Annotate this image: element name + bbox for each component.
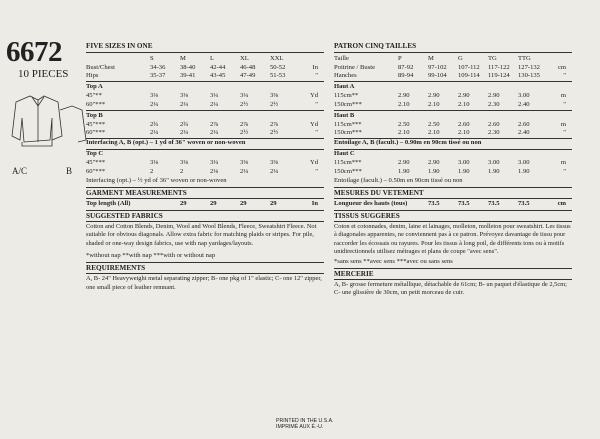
metrage-row: 115cm*** 2.50 2.50 2.60 2.60 2.60 m [334, 120, 566, 128]
yardage-row: 60"*** 2 2 2⅛ 2¼ 2¼ " [86, 168, 318, 176]
english-column [86, 42, 324, 292]
requirements-heading: REQUIREMENTS [86, 262, 324, 273]
size-label: L [210, 54, 215, 62]
yardage-row: 60"*** 2¼ 2¼ 2¼ 2½ 2½ " [86, 129, 318, 137]
measure-row: Bust/Chest 34-36 38-40 42-44 46-48 50-52 In [86, 63, 318, 71]
yardage-row: 60"*** 2¼ 2¼ 2¼ 2½ 2½ " [86, 100, 318, 108]
size-label: M [180, 54, 186, 62]
entoilage-ab: Entoilage A, B (facult.) – 0.90m en 90cm tissé ou non [334, 138, 572, 148]
measure-row: Taille P M G TG TTG [334, 54, 531, 62]
printed-in-text: PRINTED IN THE U.S.A. [276, 418, 334, 424]
metrage-row: 115cm** 2.90 2.90 2.90 2.90 3.00 m [334, 92, 566, 100]
imprime-text: IMPRIMÉ AUX É.-U. [276, 424, 324, 431]
measure-row: Hanches 89-94 99-104 109-114 119-124 130-135 " [334, 72, 566, 80]
nap-note-fr: *sans sens **avec sens ***avec ou sans sens [334, 257, 453, 265]
measure-row: Poitrine / Buste 87-92 97-102 107-112 117-122 127-132 cm [334, 63, 566, 71]
section-haut-a: Haut A [334, 81, 572, 91]
yardage-row: 45"** 3⅛ 3⅛ 3¼ 3¼ 3⅜ Yd [86, 92, 318, 100]
fabrics-text: Cotton and Cotton Blends, Denim, Wool and Wool Blends, Fleece, Sweatshirt Fleece. Not suitable for obvious diagonals. Allow extra fabric for matching plaids or stripes. For pile, shaded or one-way design fabrics, use with nap yardages/layouts. [86, 221, 324, 248]
size-label: XXL [270, 54, 284, 62]
mesures-heading: MESURES DU VETEMENT [334, 187, 572, 198]
french-column [334, 42, 572, 298]
tissus-text: Coton et cotonnades, denim, laine et lainages, molleton, molleton pour sweatshirt. Les tissus à diagonales apparentes, ne conviennent pas à ce patron. Prévoyez davantage de tissu pour raccorder les écossais ou rayures. Pour les tissus à long poil, de différents tons ou à motifs unidirectionnels utilisez métrages et plans de coupe "avec sens". [334, 222, 571, 256]
sizes-title: FIVE SIZES IN ONE [86, 42, 324, 53]
pattern-number: 6672 [6, 36, 62, 68]
entoilage-c: Entoilage (facult.) – 0.50m en 90cm tissé ou non [334, 176, 463, 184]
requirements-text: A, B- 24" Heavyweight metal separating zipper; B- one pkg of 1" elastic; C- one 12" zipper, one small piece of leather remnant. [86, 273, 324, 292]
top-length-row: Top length (All) 29 29 29 29 In [86, 198, 324, 208]
jacket-sketch-icon [8, 88, 88, 166]
view-label-b: B [66, 166, 73, 176]
view-label-ac: A/C [12, 166, 28, 176]
fabrics-heading: SUGGESTED FABRICS [86, 210, 324, 221]
mercerie-heading: MERCERIE [334, 268, 572, 279]
metrage-row: 150cm*** 2.10 2.10 2.10 2.30 2.40 " [334, 100, 566, 108]
interfacing-ab: Interfacing A, B (opt.) – 1 yd of 36" woven or non-woven [86, 138, 324, 148]
size-header-row [86, 54, 324, 63]
pieces-count: 10 PIECES [18, 68, 69, 80]
section-top-b: Top B [86, 110, 324, 120]
metrage-row: 115cm*** 2.90 2.90 3.00 3.00 3.00 m [334, 159, 566, 167]
metrage-row: 150cm*** 2.10 2.10 2.10 2.30 2.40 " [334, 129, 566, 137]
metrage-row: 150cm*** 1.90 1.90 1.90 1.90 1.90 " [334, 168, 566, 176]
section-haut-c: Haut C [334, 149, 572, 159]
interfacing-c: Interfacing (opt.) – ½ yd of 36" woven or non-woven [86, 176, 227, 184]
yardage-row: 45"*** 3⅛ 3⅛ 3¼ 3⅜ 3⅜ Yd [86, 159, 318, 167]
nap-note: *without nap **with nap ***with or without nap [86, 252, 216, 260]
section-top-c: Top C [86, 149, 324, 159]
measure-row: Hips 35-37 39-41 43-45 47-49 51-53 " [86, 72, 318, 80]
size-label: S [150, 54, 154, 62]
tissus-heading: TISSUS SUGGERES [334, 210, 572, 221]
garment-measurements-heading: GARMENT MEASUREMENTS [86, 187, 324, 198]
section-top-a: Top A [86, 81, 324, 91]
longueur-row: Longueur des hauts (tous) 73.5 73.5 73.5 73.5 cm [334, 198, 572, 208]
section-haut-b: Haut B [334, 110, 572, 120]
yardage-row: 45"*** 2¾ 2¾ 2⅞ 2⅞ 2⅞ Yd [86, 120, 318, 128]
mercerie-text: A, B- grosse fermeture métallique, détachable de 61cm; B- un paquet d'élastique de 2,5cm; C- une glissière de 30cm, un petit morceau de cuir. [334, 279, 572, 298]
printed-in-usa [276, 418, 334, 430]
sizes-title-fr: PATRON CINQ TAILLES [334, 42, 572, 53]
size-label: XL [240, 54, 249, 62]
